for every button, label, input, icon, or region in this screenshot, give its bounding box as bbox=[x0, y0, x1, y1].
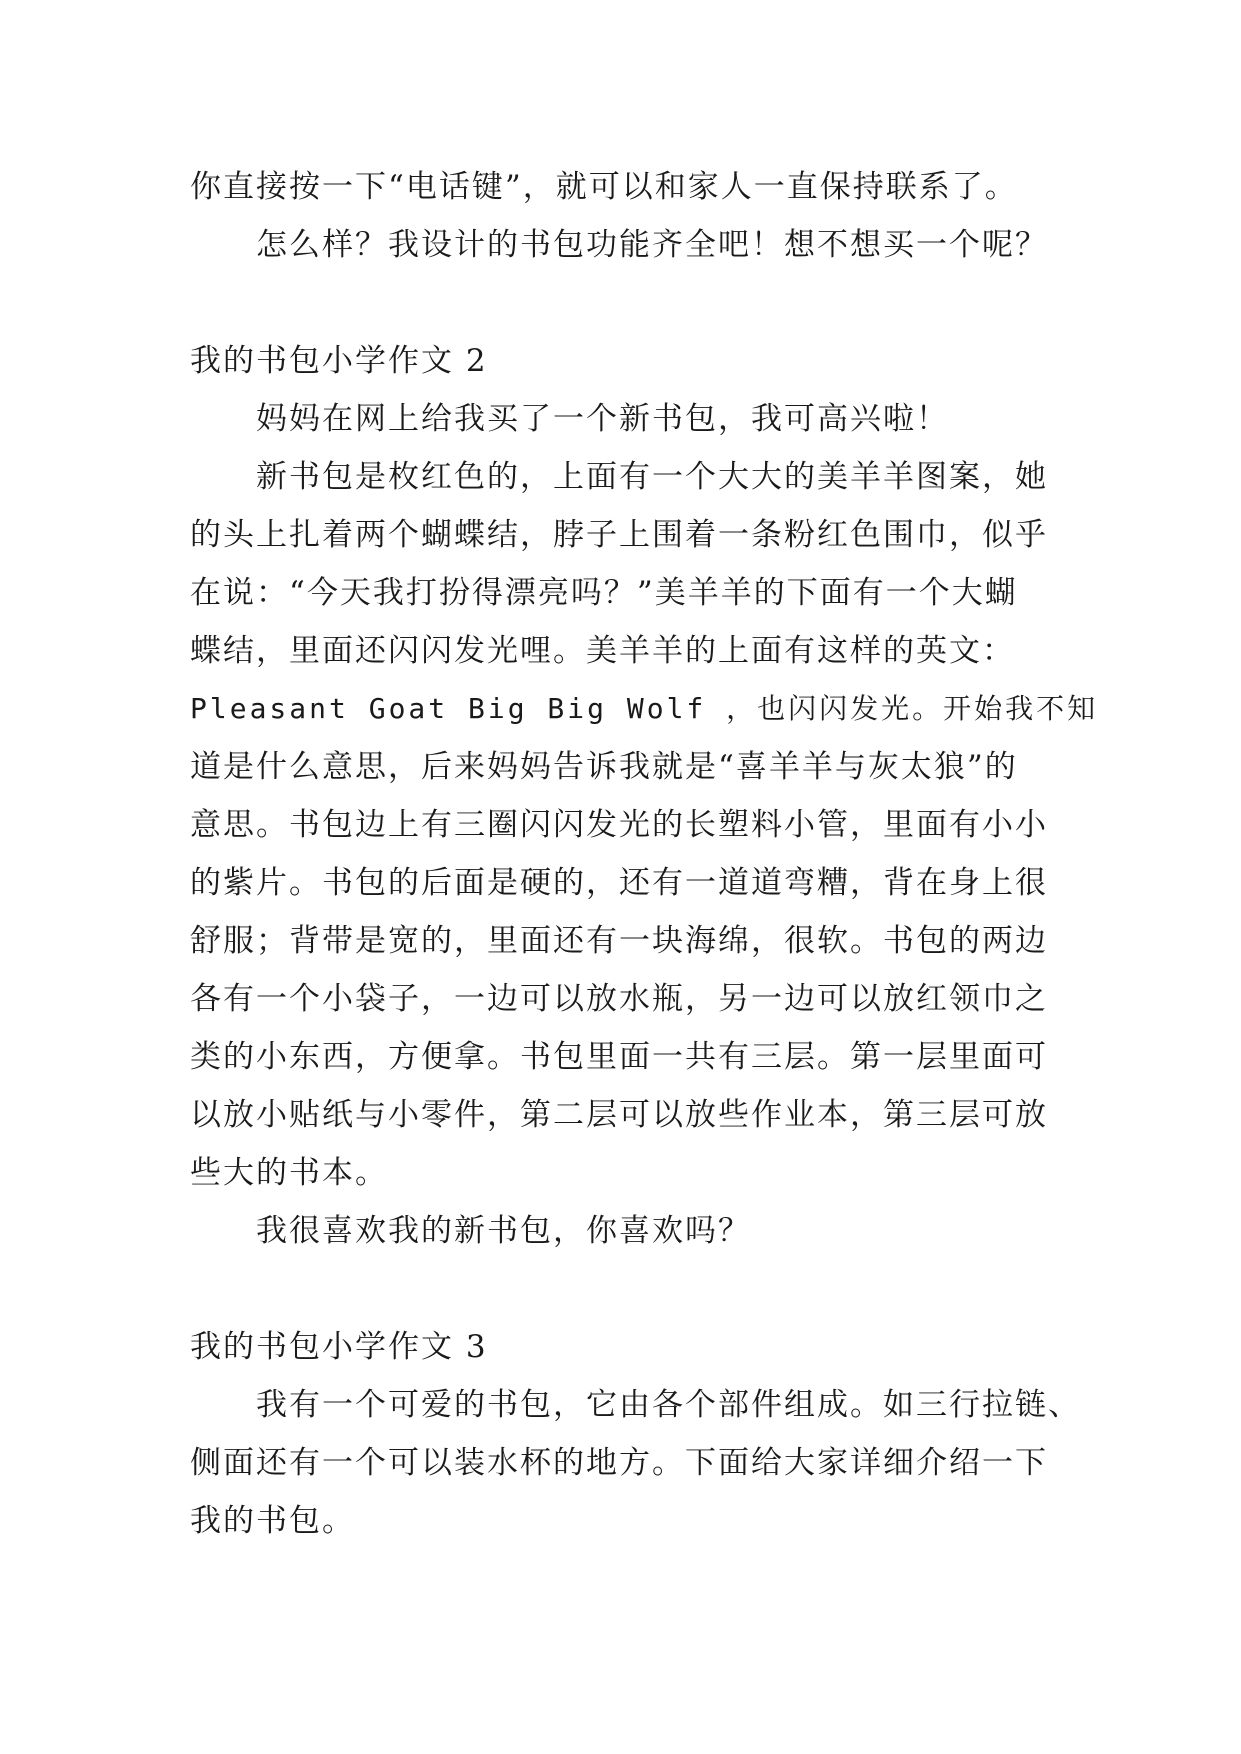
text-line: 你直接按一下“电话键”，就可以和家人一直保持联系了。 bbox=[190, 169, 1018, 205]
text-line: 各有一个小袋子，一边可以放水瓶，另一边可以放红领巾之 bbox=[190, 981, 1048, 1017]
text-line: 道是什么意思，后来妈妈告诉我就是“喜羊羊与灰太狼”的 bbox=[190, 749, 1018, 785]
document-page bbox=[190, 158, 1099, 1550]
paragraph-line: 怎么样？我设计的书包功能齐全吧！想不想买一个呢？ bbox=[256, 227, 1048, 263]
text-line: 在说：“今天我打扮得漂亮吗？”美羊羊的下面有一个大蝴 bbox=[190, 575, 1018, 611]
text-line: 些大的书本。 bbox=[190, 1155, 388, 1191]
text-line: 侧面还有一个可以装水杯的地方。下面给大家详细介绍一下 bbox=[190, 1445, 1048, 1481]
text-line: Pleasant Goat Big Big Wolf ，也闪闪发光。开始我不知 bbox=[190, 692, 1099, 725]
text-line: 意思。书包边上有三圈闪闪发光的长塑料小管，里面有小小 bbox=[190, 807, 1048, 843]
spacer bbox=[190, 274, 1050, 332]
text-line: 舒服；背带是宽的，里面还有一块海绵，很软。书包的两边 bbox=[190, 923, 1048, 959]
text-line: 类的小东西，方便拿。书包里面一共有三层。第一层里面可 bbox=[190, 1039, 1048, 1075]
text-line: 我的书包。 bbox=[190, 1503, 355, 1539]
text-line: 以放小贴纸与小零件，第二层可以放些作业本，第三层可放 bbox=[190, 1097, 1048, 1133]
paragraph-line: 妈妈在网上给我买了一个新书包，我可高兴啦！ bbox=[256, 401, 949, 437]
text-line: 的头上扎着两个蝴蝶结，脖子上围着一条粉红色围巾，似乎 bbox=[190, 517, 1048, 553]
paragraph-line: 我有一个可爱的书包，它由各个部件组成。如三行拉链、 bbox=[256, 1387, 1081, 1423]
spacer bbox=[190, 1260, 1050, 1318]
essay-3-title: 我的书包小学作文 3 bbox=[190, 1329, 488, 1365]
paragraph-line: 我很喜欢我的新书包，你喜欢吗？ bbox=[256, 1213, 751, 1249]
text-line: 的紫片。书包的后面是硬的，还有一道道弯糟，背在身上很 bbox=[190, 865, 1048, 901]
text-line: 蝶结，里面还闪闪发光哩。美羊羊的上面有这样的英文： bbox=[190, 633, 1015, 669]
paragraph-line: 新书包是枚红色的，上面有一个大大的美羊羊图案，她 bbox=[256, 459, 1048, 495]
essay-2-title: 我的书包小学作文 2 bbox=[190, 343, 488, 379]
